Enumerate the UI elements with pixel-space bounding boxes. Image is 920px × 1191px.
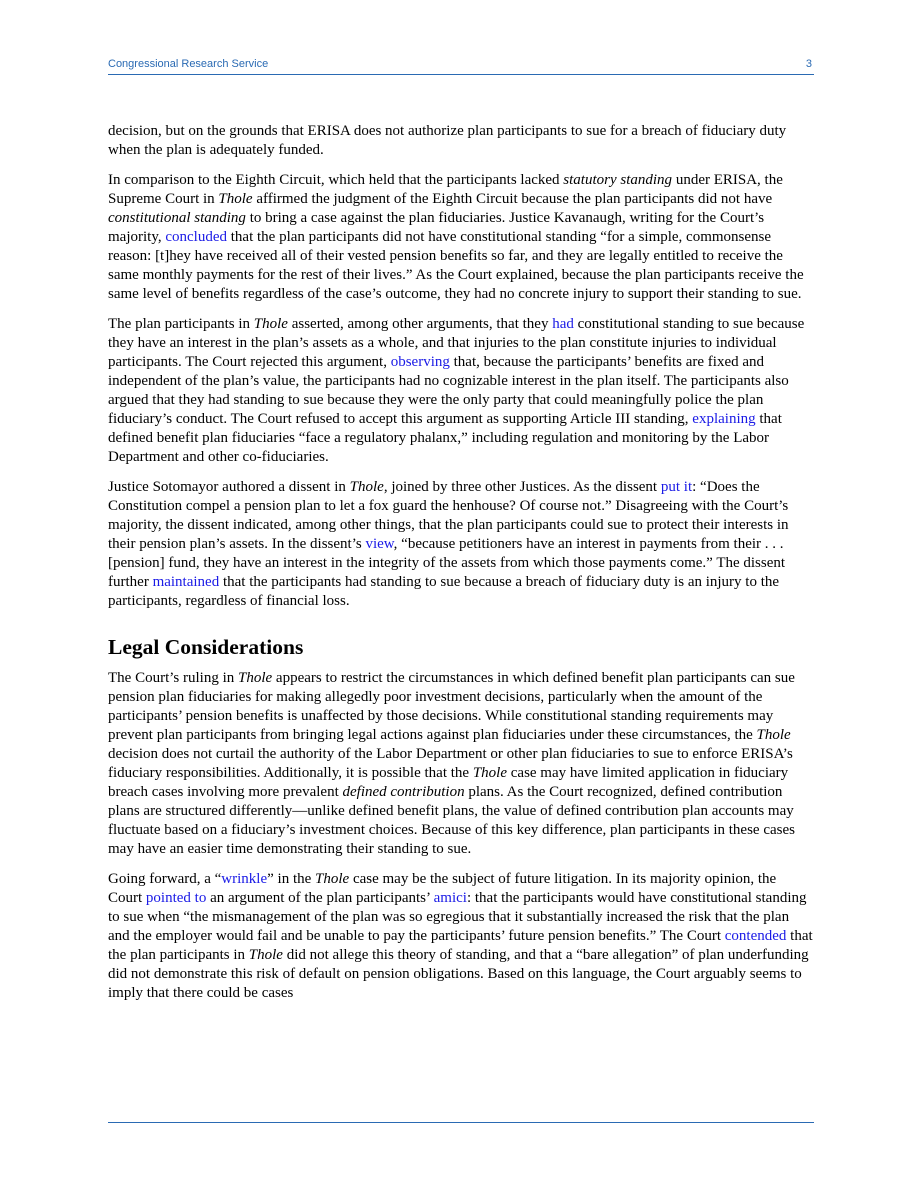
- case-name: Thole: [315, 871, 350, 887]
- case-name: Thole: [472, 765, 507, 781]
- case-name: Thole: [248, 947, 283, 963]
- italic-term: statutory standing: [563, 172, 673, 188]
- document-body: [108, 122, 814, 1014]
- link-observing[interactable]: observing: [390, 354, 450, 370]
- link-had[interactable]: had: [552, 316, 574, 332]
- case-name: Thole: [756, 727, 791, 743]
- paragraph-5: The Court’s ruling in Thole appears to restrict the circumstances in which defined benefit plan participants can sue pension plan fiduciaries for making allegedly poor investment decisions, particularly when the amount of the participants’ pension benefits is unaffected by those decisions. While constitutional standing requirements may prevent plan participants from bringing legal actions against plan fiduciaries under these circumstances, the Thole decision does not curtail the authority of the Labor Department or other plan fiduciaries to sue to enforce ERISA’s fiduciary responsibilities. Additionally, it is possible that the Thole case may have limited application in fiduciary breach cases involving more prevalent defined contribution plans. As the Court recognized, defined contribution plans are structured differently—unlike defined benefit plans, the value of defined contribution plan accounts may fluctuate based on a fiduciary’s investment choices. Because of this key difference, plan participants in these cases may have an easier time demonstrating their standing to sue.: [108, 670, 795, 857]
- paragraph-2: In comparison to the Eighth Circuit, which held that the participants lacked statutory standing under ERISA, the Supreme Court in Thole affirmed the judgment of the Eighth Circuit because the plan participants did not have constitutional standing to bring a case against the plan fiduciaries. Justice Kavanaugh, writing for the Court’s majority, concluded that the plan participants did not have constitutional standing “for a simple, commonsense reason: [t]hey have received all of their vested pension benefits so far, and they are legally entitled to receive the same monthly payments for the rest of their lives.” As the Court explained, because the plan participants receive the same level of benefits regardless of the case’s outcome, they had no concrete injury to support their standing to sue.: [108, 172, 804, 302]
- paragraph-6: Going forward, a “wrinkle” in the Thole case may be the subject of future litigation. In its majority opinion, the Court pointed to an argument of the plan participants’ amici: that the participants would have constitutional standing to sue when “the mismanagement of the plan was so egregious that it substantially increased the risk that the plan and the employer would fail and be unable to pay the participants’ future pension benefits.” The Court contended that the plan participants in Thole did not allege this theory of standing, and that a “bare allegation” of plan underfunding did not demonstrate this risk of default on pension obligations. Based on this language, the Court arguably seems to imply that there could be cases: [108, 871, 813, 1001]
- case-name: Thole: [218, 191, 253, 207]
- italic-term: defined contribution: [342, 784, 465, 800]
- link-maintained[interactable]: maintained: [152, 574, 220, 590]
- link-view[interactable]: view: [365, 536, 394, 552]
- link-wrinkle[interactable]: wrinkle: [221, 871, 268, 887]
- link-pointed-to[interactable]: pointed to: [145, 890, 207, 906]
- paragraph-4: Justice Sotomayor authored a dissent in Thole, joined by three other Justices. As the dissent put it: “Does the Constitution compel a pension plan to let a fox guard the henhouse? Of course not.” Disagreeing with the Court’s majority, the dissent indicated, among other things, that the plan participants could sue to protect their interests in their pension plan’s assets. In the dissent’s view, “because petitioners have an interest in payments from their . . . [pension] fund, they have an interest in the integrity of the assets from which those payments come.” The dissent further maintained that the participants had standing to sue because a breach of fiduciary duty is an injury to the participants, regardless of financial loss.: [108, 479, 789, 609]
- page-header: [108, 56, 814, 75]
- organization-name: Congressional Research Service: [108, 58, 269, 70]
- link-amici[interactable]: amici: [433, 890, 467, 906]
- paragraph-3: The plan participants in Thole asserted, among other arguments, that they had constitutional standing to sue because they have an interest in the plan’s assets as a whole, and that injuries to the plan constitute injuries to individual participants. The Court rejected this argument, observing that, because the participants’ benefits are fixed and independent of the plan’s value, the participants had no cognizable interest in the plan itself. The participants also argued that they had standing to sue because they were the only party that could meaningfully police the plan fiduciary’s conduct. The Court refused to accept this argument as supporting Article III standing, explaining that defined benefit plan fiduciaries “face a regulatory phalanx,” including regulation and monitoring by the Labor Department and other co-fiduciaries.: [108, 316, 805, 465]
- page-number: 3: [805, 58, 812, 70]
- case-name: Thole: [349, 479, 384, 495]
- italic-term: constitutional standing: [108, 210, 246, 226]
- case-name: Thole: [253, 316, 288, 332]
- link-concluded[interactable]: concluded: [165, 229, 227, 245]
- paragraph-1: decision, but on the grounds that ERISA does not authorize plan participants to sue for a breach of fiduciary duty when the plan is adequately funded.: [108, 123, 787, 158]
- case-name: Thole: [238, 670, 273, 686]
- section-heading: Legal Considerations: [108, 635, 304, 659]
- link-put-it[interactable]: put it: [660, 479, 693, 495]
- footer-divider: [108, 1122, 814, 1123]
- link-contended[interactable]: contended: [724, 928, 787, 944]
- link-explaining[interactable]: explaining: [692, 411, 756, 427]
